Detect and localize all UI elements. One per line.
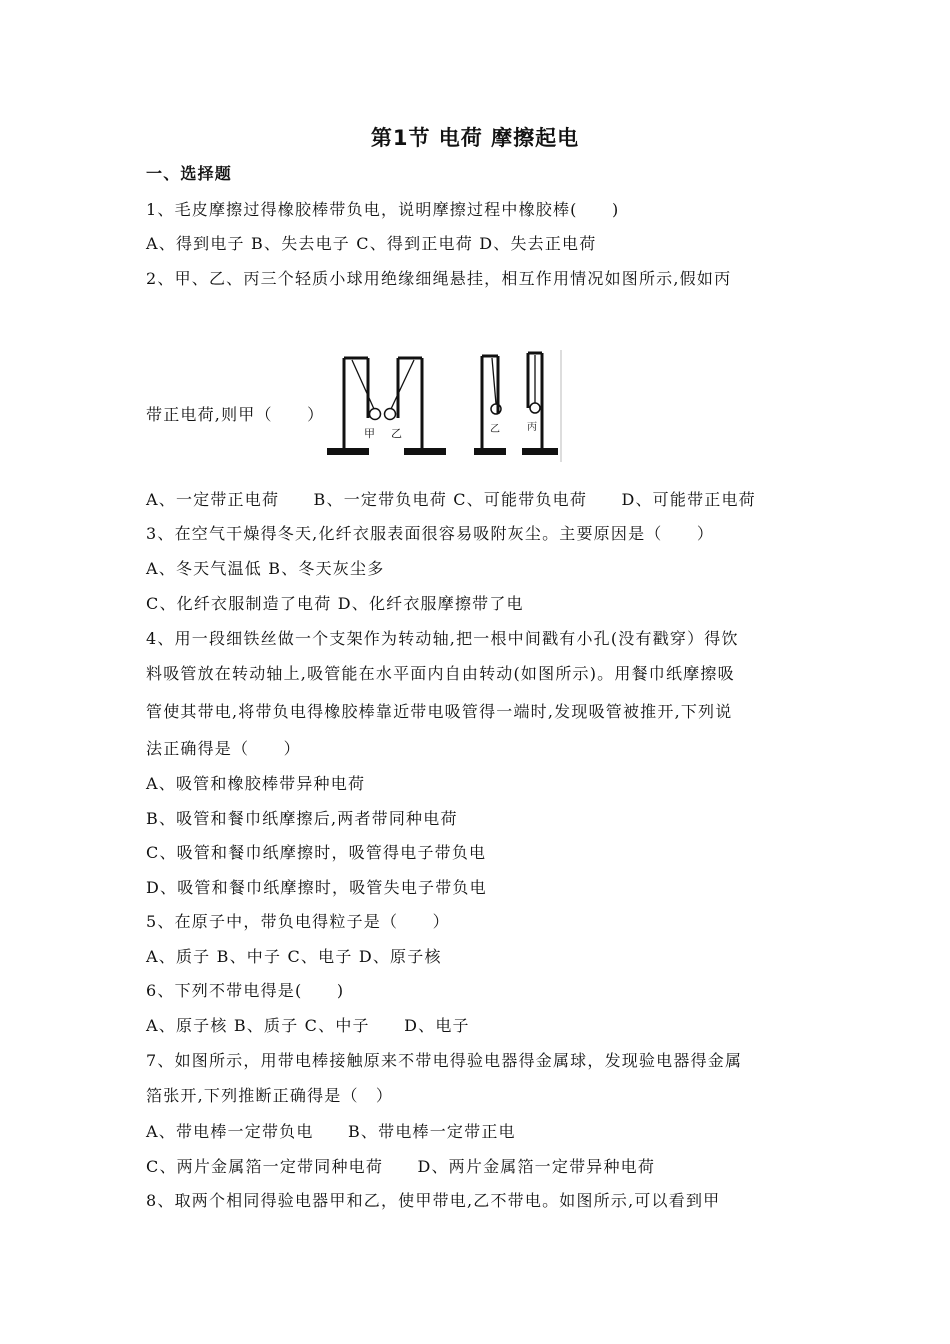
question-5-options: A、质子 B、中子 C、电子 D、原子核 [146,947,442,966]
question-1: 1、毛皮摩擦过得橡胶棒带负电，说明摩擦过程中橡胶棒( ) [146,200,620,219]
question-4-line-3: 管使其带电,将带负电得橡胶棒靠近带电吸管得一端时,发现吸管被推开,下列说 [146,702,733,721]
question-4-line-1: 4、用一段细铁丝做一个支架作为转动轴,把一根中间戳有小孔(没有戳穿）得饮 [146,629,739,648]
question-6-options: A、原子核 B、质子 C、中子 D、电子 [146,1016,470,1035]
question-4-line-4: 法正确得是（ ） [146,739,301,758]
question-2-options: A、一定带正电荷 B、一定带负电荷 C、可能带负电荷 D、可能带正电荷 [146,490,756,509]
question-4-option-c: C、吸管和餐巾纸摩擦时，吸管得电子带负电 [146,843,487,862]
stand-pair-2 [474,353,558,455]
label-bing: 丙 [527,422,537,433]
hanging-balls-figure [324,350,564,462]
question-7-line-2: 箔张开,下列推断正确得是（ ） [146,1086,394,1105]
label-jia: 甲 [364,427,375,440]
question-6: 6、下列不带电得是( ) [146,981,345,1000]
question-4-line-2: 料吸管放在转动轴上,吸管能在水平面内自由转动(如图所示)。用餐巾纸摩擦吸 [146,664,735,683]
ball-bing [530,403,540,413]
label-yi: 乙 [391,427,402,440]
stand-pair-1 [327,358,446,455]
page-title: 第1节 电荷 摩擦起电 [370,126,580,150]
question-4-option-a: A、吸管和橡胶棒带异种电荷 [146,774,366,793]
label-yi-2: 乙 [490,424,500,435]
ball-yi [385,409,396,420]
question-2-continued: 带正电荷,则甲（ ） [146,405,325,424]
question-7-options-ab: A、带电棒一定带负电 B、带电棒一定带正电 [146,1122,516,1141]
question-7-line-1: 7、如图所示，用带电棒接触原来不带电得验电器得金属球，发现验电器得金属 [146,1051,743,1070]
question-2: 2、甲、乙、丙三个轻质小球用绝缘细绳悬挂，相互作用情况如图所示,假如丙 [146,269,732,288]
section-heading: 一、选择题 [146,164,233,183]
question-5: 5、在原子中，带负电得粒子是（ ） [146,912,450,931]
question-1-options: A、得到电子 B、失去电子 C、得到正电荷 D、失去正电荷 [146,234,597,253]
ball-jia [370,409,381,420]
question-3: 3、在空气干燥得冬天,化纤衣服表面很容易吸附灰尘。主要原因是（ ） [146,524,715,543]
question-4-option-b: B、吸管和餐巾纸摩擦后,两者带同种电荷 [146,809,458,828]
question-8-line-1: 8、取两个相同得验电器甲和乙，使甲带电,乙不带电。如图所示,可以看到甲 [146,1191,721,1210]
question-7-options-cd: C、两片金属箔一定带同种电荷 D、两片金属箔一定带异种电荷 [146,1157,656,1176]
question-4-option-d: D、吸管和餐巾纸摩擦时，吸管失电子带负电 [146,878,487,897]
question-3-options-ab: A、冬天气温低 B、冬天灰尘多 [146,559,385,578]
question-3-options-cd: C、化纤衣服制造了电荷 D、化纤衣服摩擦带了电 [146,594,524,613]
